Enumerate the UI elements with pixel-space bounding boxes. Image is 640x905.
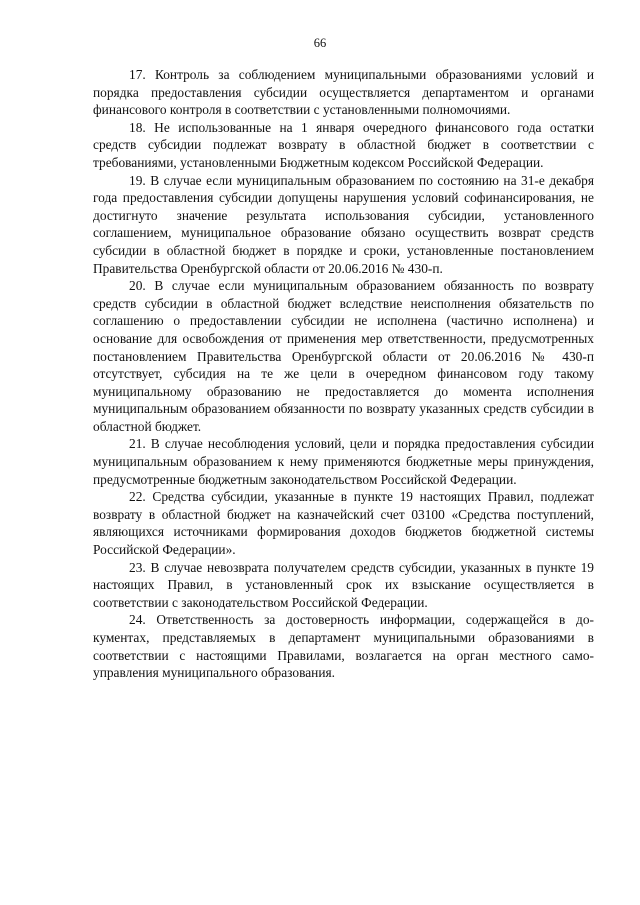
document-body xyxy=(93,66,594,682)
paragraph-21: 21. В случае несоблюдения условий, цели и порядка предоставления субсидии муниципальным образованием к нему применяются бюджетные меры принуждения, предусмотренные бюджетным законодательством Российской Федерации. xyxy=(93,436,594,487)
paragraph-17: 17. Контроль за соблюдением муниципальными образованиями условий и порядка предоставления субсидии осуществляется департаментом и органами финансового контроля в соответствии с установленными полномочиями. xyxy=(93,67,594,118)
paragraph-22: 22. Средства субсидии, указанные в пункте 19 настоящих Правил, подлежат возврату в областной бюджет на казначейский счет 03100 «Средства поступлений, являющихся источниками формирования доходов бюджетов бюджетной системы Российской Федерации». xyxy=(93,489,594,558)
paragraph-19: 19. В случае если муниципальным образованием по состоянию на 31-е декабря года предоставления субсидии допущены нарушения условий софинансирования, не достигнуто значение результата использования субсидии, установленного соглашением, муниципальное образование обязано осуществить возврат средств субсидии в областной бюджет в порядке и сроки, установленные постановлением Правительства Оренбургской области от 20.06.2016 № 430-п. xyxy=(93,172,594,276)
paragraph-23: 23. В случае невозврата получателем средств субсидии, указанных в пункте 19 настоящих Правил, в установленный срок их взыскание осуществляется в соответствии с законодательством Российской Федерации. xyxy=(93,559,594,610)
page-number: 66 xyxy=(313,36,327,50)
paragraph-24: 24. Ответственность за достоверность информации, содержащейся в документах, представляемых в департамент муниципальными образованиями в соответствии с настоящими Правилами, возлагается на орган местного самоуправления муниципального образования. xyxy=(93,612,594,681)
paragraph-20: 20. В случае если муниципальным образованием обязанность по возврату средств субсидии в областной бюджет вследствие неисполнения обязательств по соглашению о предоставлении субсидии не исполнена (частично исполнена) и основание для освобождения от применения мер ответственности, предусмотренных постановлением Правительства Оренбургской области от 20.06.2016 № 430-п отсутствует, субсидия на те же цели в очередном финансовом году такому муниципальному образованию не предоставляется до момента исполнения муниципальным образованием обязанности по возврату указанных средств субсидии в областной бюджет. xyxy=(93,278,594,434)
paragraph-18: 18. Не использованные на 1 января очередного финансового года остатки средств субсидии подлежат возврату в областной бюджет в соответствии с требованиями, установленными Бюджетным кодексом Российской Федерации. xyxy=(93,119,594,170)
